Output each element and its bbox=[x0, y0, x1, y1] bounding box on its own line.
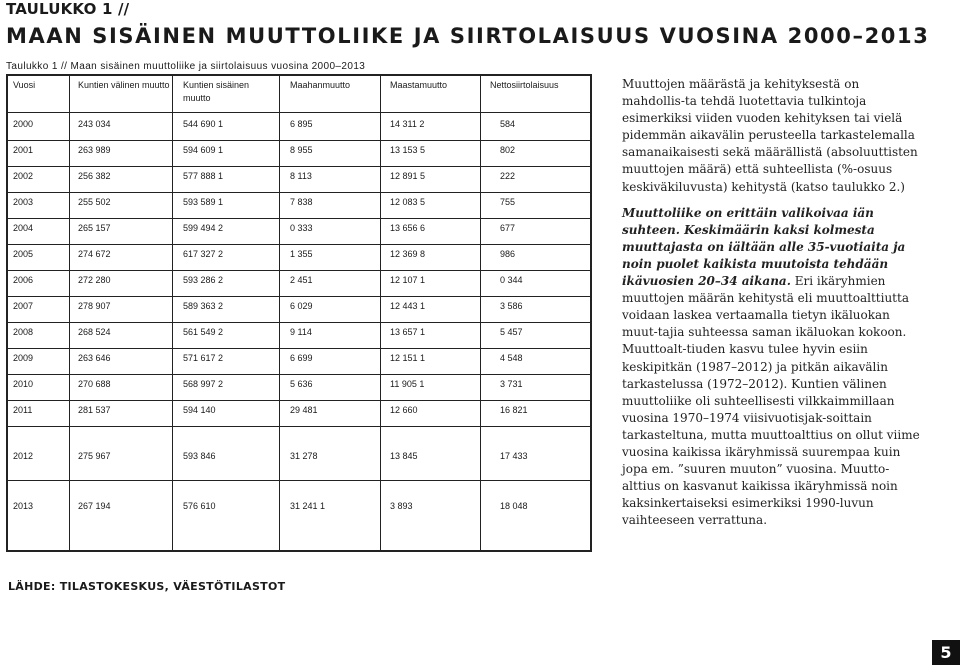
source-note: LÄHDE: TILASTOKESKUS, VÄESTÖTILASTOT bbox=[8, 580, 286, 593]
table-cell: 9 114 bbox=[290, 327, 312, 337]
table-cell: 2007 bbox=[13, 301, 34, 311]
row-divider bbox=[8, 296, 590, 297]
data-table bbox=[6, 74, 592, 552]
table-cell: 263 646 bbox=[78, 353, 111, 363]
row-divider bbox=[8, 348, 590, 349]
paragraph-age bbox=[622, 205, 922, 530]
table-cell: 617 327 2 bbox=[183, 249, 224, 259]
table-cell: 2002 bbox=[13, 171, 34, 181]
table-cell: 18 048 bbox=[500, 501, 528, 511]
table-cell: 7 838 bbox=[290, 197, 313, 207]
table-cell: 31 241 1 bbox=[290, 501, 326, 511]
table-cell: 222 bbox=[500, 171, 516, 181]
page-number: 5 bbox=[932, 640, 960, 665]
table-cell: 561 549 2 bbox=[183, 327, 224, 337]
table-cell: 0 344 bbox=[500, 275, 523, 285]
table-cell: 577 888 1 bbox=[183, 171, 224, 181]
table-cell: 16 821 bbox=[500, 405, 528, 415]
table-cell: 31 278 bbox=[290, 451, 318, 461]
table-cell: 2001 bbox=[13, 145, 34, 155]
table-cell: 2013 bbox=[13, 501, 34, 511]
table-cell: 13 656 6 bbox=[390, 223, 426, 233]
row-divider bbox=[8, 426, 590, 427]
table-cell: 2012 bbox=[13, 451, 34, 461]
column-divider bbox=[380, 76, 381, 550]
table-cell: 263 989 bbox=[78, 145, 111, 155]
column-header: Maahanmuutto bbox=[290, 80, 351, 90]
table-cell: 256 382 bbox=[78, 171, 111, 181]
table-cell: 3 893 bbox=[390, 501, 413, 511]
table-cell: 29 481 bbox=[290, 405, 318, 415]
row-divider bbox=[8, 480, 590, 481]
table-cell: 2009 bbox=[13, 353, 34, 363]
column-header: Kuntien välinen muutto bbox=[78, 80, 170, 90]
table-cell: 2004 bbox=[13, 223, 34, 233]
table-cell: 5 457 bbox=[500, 327, 523, 337]
row-divider bbox=[8, 374, 590, 375]
column-header: Vuosi bbox=[13, 80, 36, 90]
table-label: TAULUKKO 1 // bbox=[6, 0, 130, 18]
column-divider bbox=[172, 76, 173, 550]
table-cell: 576 610 bbox=[183, 501, 216, 511]
table-cell: 5 636 bbox=[290, 379, 313, 389]
row-divider bbox=[8, 140, 590, 141]
table-cell: 13 153 5 bbox=[390, 145, 426, 155]
column-header: Maastamuutto bbox=[390, 80, 448, 90]
table-cell: 2003 bbox=[13, 197, 34, 207]
table-caption: Taulukko 1 // Maan sisäinen muuttoliike ja siirtolaisuus vuosina 2000–2013 bbox=[6, 61, 366, 72]
column-divider bbox=[480, 76, 481, 550]
table-cell: 13 657 1 bbox=[390, 327, 426, 337]
row-divider bbox=[8, 218, 590, 219]
table-cell: 2011 bbox=[13, 405, 33, 415]
row-divider bbox=[8, 322, 590, 323]
table-cell: 802 bbox=[500, 145, 516, 155]
table-cell: 589 363 2 bbox=[183, 301, 224, 311]
table-cell: 2005 bbox=[13, 249, 34, 259]
table-cell: 594 140 bbox=[183, 405, 216, 415]
column-divider bbox=[69, 76, 70, 550]
row-divider bbox=[8, 112, 590, 113]
table-cell: 755 bbox=[500, 197, 516, 207]
row-divider bbox=[8, 192, 590, 193]
table-cell: 593 589 1 bbox=[183, 197, 224, 207]
table-cell: 6 699 bbox=[290, 353, 313, 363]
table-cell: 986 bbox=[500, 249, 516, 259]
table-cell: 3 731 bbox=[500, 379, 523, 389]
table-cell: 544 690 1 bbox=[183, 119, 224, 129]
table-cell: 571 617 2 bbox=[183, 353, 224, 363]
table-cell: 3 586 bbox=[500, 301, 523, 311]
paragraph-text: Eri ikäryhmien muuttojen määrän kehitystä eli muuttoalttiutta voidaan laskea vertaamalla tietyn ikäluokan muut-tajia suhteessa saman ikäluokan kokoon. Muuttoalt-tiuden kasvu tulee hyvin esiin keskipitkän (1987–2012) ja pitkän aikavälin tarkastelussa (1972–2012). Kuntien välinen muuttoliike oli suhteellisesti vilkkaimmillaan vuosina 1970–1974 viisivuotisjak-soittain tarkasteltuna, mutta muuttoalttius on ollut viime vuosina kaikissa ikäryhmissä suurempaa kuin jopa em. ”suuren muuton” vuosina. Muutto-alttius on kasvanut kaikissa ikäryhmissä noin kaksinkertaiseksi esimerkiksi 1990-luvun vaihteeseen verrattuna. bbox=[622, 274, 920, 528]
table-cell: 11 905 1 bbox=[390, 379, 425, 389]
table-cell: 12 891 5 bbox=[390, 171, 426, 181]
table-cell: 13 845 bbox=[390, 451, 418, 461]
table-cell: 255 502 bbox=[78, 197, 111, 207]
table-cell: 2010 bbox=[13, 379, 34, 389]
table-cell: 265 157 bbox=[78, 223, 111, 233]
table-cell: 2008 bbox=[13, 327, 34, 337]
table-cell: 14 311 2 bbox=[390, 119, 425, 129]
table-cell: 12 083 5 bbox=[390, 197, 426, 207]
table-cell: 275 967 bbox=[78, 451, 111, 461]
table-cell: 267 194 bbox=[78, 501, 111, 511]
body-text bbox=[622, 76, 922, 529]
paragraph-intro: Muuttojen määrästä ja kehityksestä on mahdollis-ta tehdä luotettavia tulkintoja esimerkiksi viiden vuoden kehityksen tai vielä pidemmän aikavälin perusteella tarkastelemalla samanaikaisesti sekä määrällistä (absoluuttisten muuttojen määrä) että suhteellista (%-osuus keskiväkiluvusta) kehitystä (katso taulukko 2.) bbox=[622, 77, 918, 194]
table-cell: 12 151 1 bbox=[390, 353, 426, 363]
table-cell: 6 029 bbox=[290, 301, 313, 311]
table-cell: 599 494 2 bbox=[183, 223, 224, 233]
table-cell: 243 034 bbox=[78, 119, 111, 129]
table-cell: 17 433 bbox=[500, 451, 528, 461]
table-cell: 2006 bbox=[13, 275, 34, 285]
table-cell: 677 bbox=[500, 223, 516, 233]
table-cell: 281 537 bbox=[78, 405, 111, 415]
table-cell: 8 955 bbox=[290, 145, 313, 155]
row-divider bbox=[8, 244, 590, 245]
table-cell: 12 443 1 bbox=[390, 301, 426, 311]
column-header: Kuntien sisäinen muutto bbox=[183, 80, 250, 103]
table-cell: 0 333 bbox=[290, 223, 313, 233]
row-divider bbox=[8, 270, 590, 271]
table-cell: 584 bbox=[500, 119, 516, 129]
table-cell: 568 997 2 bbox=[183, 379, 224, 389]
table-cell: 2 451 bbox=[290, 275, 313, 285]
table-cell: 594 609 1 bbox=[183, 145, 224, 155]
table-cell: 6 895 bbox=[290, 119, 313, 129]
table-cell: 593 286 2 bbox=[183, 275, 224, 285]
table-cell: 278 907 bbox=[78, 301, 111, 311]
table-cell: 593 846 bbox=[183, 451, 216, 461]
table-cell: 12 107 1 bbox=[390, 275, 426, 285]
column-divider bbox=[279, 76, 280, 550]
row-divider bbox=[8, 166, 590, 167]
table-cell: 270 688 bbox=[78, 379, 111, 389]
table-cell: 12 660 bbox=[390, 405, 418, 415]
table-cell: 274 672 bbox=[78, 249, 111, 259]
table-cell: 12 369 8 bbox=[390, 249, 426, 259]
table-cell: 268 524 bbox=[78, 327, 111, 337]
table-cell: 272 280 bbox=[78, 275, 111, 285]
table-cell: 4 548 bbox=[500, 353, 523, 363]
table-cell: 2000 bbox=[13, 119, 34, 129]
column-header: Nettosiirtolaisuus bbox=[490, 80, 559, 90]
table-cell: 1 355 bbox=[290, 249, 313, 259]
table-cell: 8 113 bbox=[290, 171, 312, 181]
row-divider bbox=[8, 400, 590, 401]
page-title: MAAN SISÄINEN MUUTTOLIIKE JA SIIRTOLAISUUS VUOSINA 2000–2013 bbox=[6, 24, 930, 48]
lead-sentence: Muuttoliike on erittäin valikoivaa iän suhteen. Keskimäärin kaksi kolmesta muuttajasta on iältään alle 35-vuotiaita ja noin puolet kaikista muutoista tehdään ikävuosien 20–34 aikana. bbox=[622, 205, 906, 289]
